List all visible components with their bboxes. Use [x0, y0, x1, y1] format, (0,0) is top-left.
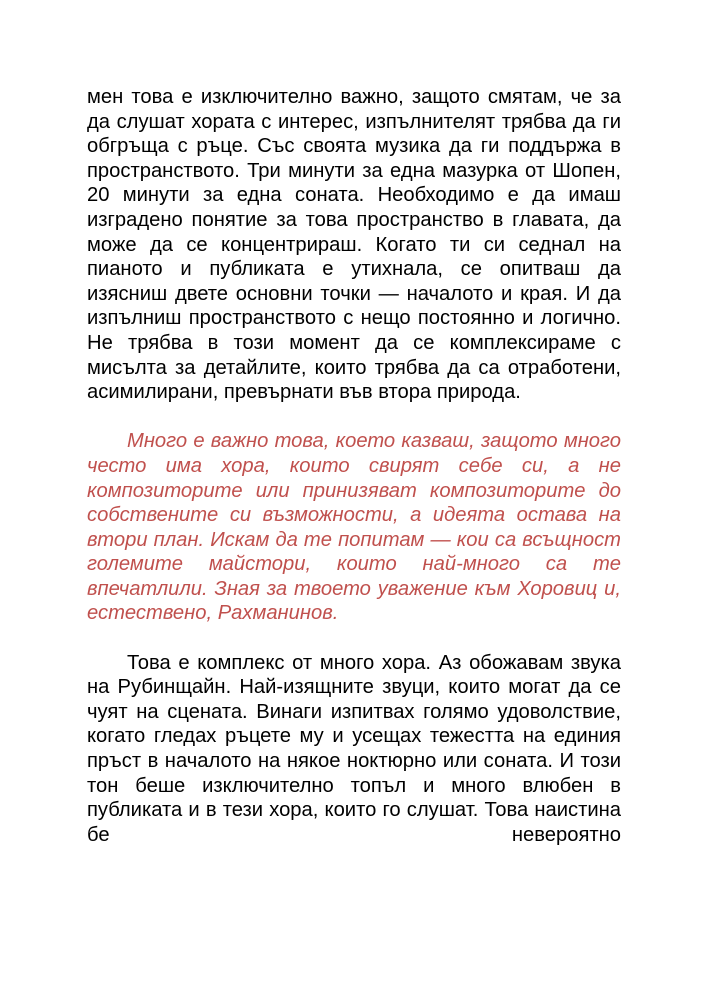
answer-paragraph: мен това е изключително важно, защото смятам, че за да слушат хората с интерес, изпълнителят трябва да ги обгръща с ръце. Със своята музика да ги поддържа в пространството. Три минути за една мазурка от Шопен, 20 минути за една соната. Необходимо е да имаш изградено понятие за това пространство в главата, да може да се концентрираш. Когато ти си седнал на пианото и публиката е утихнала, се опитваш да изясниш двете основни точки — началото и края. И да изпълниш пространството с нещо постоянно и логично. Не трябва в този момент да се комплексираме с мисълта за детайлите, които трябва да са отработени, асимилирани, превърнати във втора природа.	[87, 86, 621, 404]
answer-paragraph: Това е комплекс от много хора. Аз обожавам звука на Рубинщайн. Най-изящните звуци, които могат да се чуят на сцената. Винаги изпитвах голямо удоволствие, когато гледах ръцете му и усещах тежестта на единия пръст в началото на някое ноктюрно или соната. И този тон беше изключително топъл и много влюбен в публиката и в тези хора, които го слушат. Това наистина бе невероятно	[87, 651, 621, 846]
document-page	[87, 85, 621, 847]
paragraph-gap	[87, 405, 621, 430]
paragraph-gap	[87, 626, 621, 651]
question-paragraph: Много е важно това, което казваш, защото много често има хора, които свирят себе си, а не композиторите или принизяват композиторите до собствените си възможности, а идеята остава на втори план. Искам да те попитам — кои са всъщност големите майстори, които най-много са те впечатлили. Зная за твоето уважение към Хоровиц и, естествено, Рахманинов.	[87, 430, 621, 625]
